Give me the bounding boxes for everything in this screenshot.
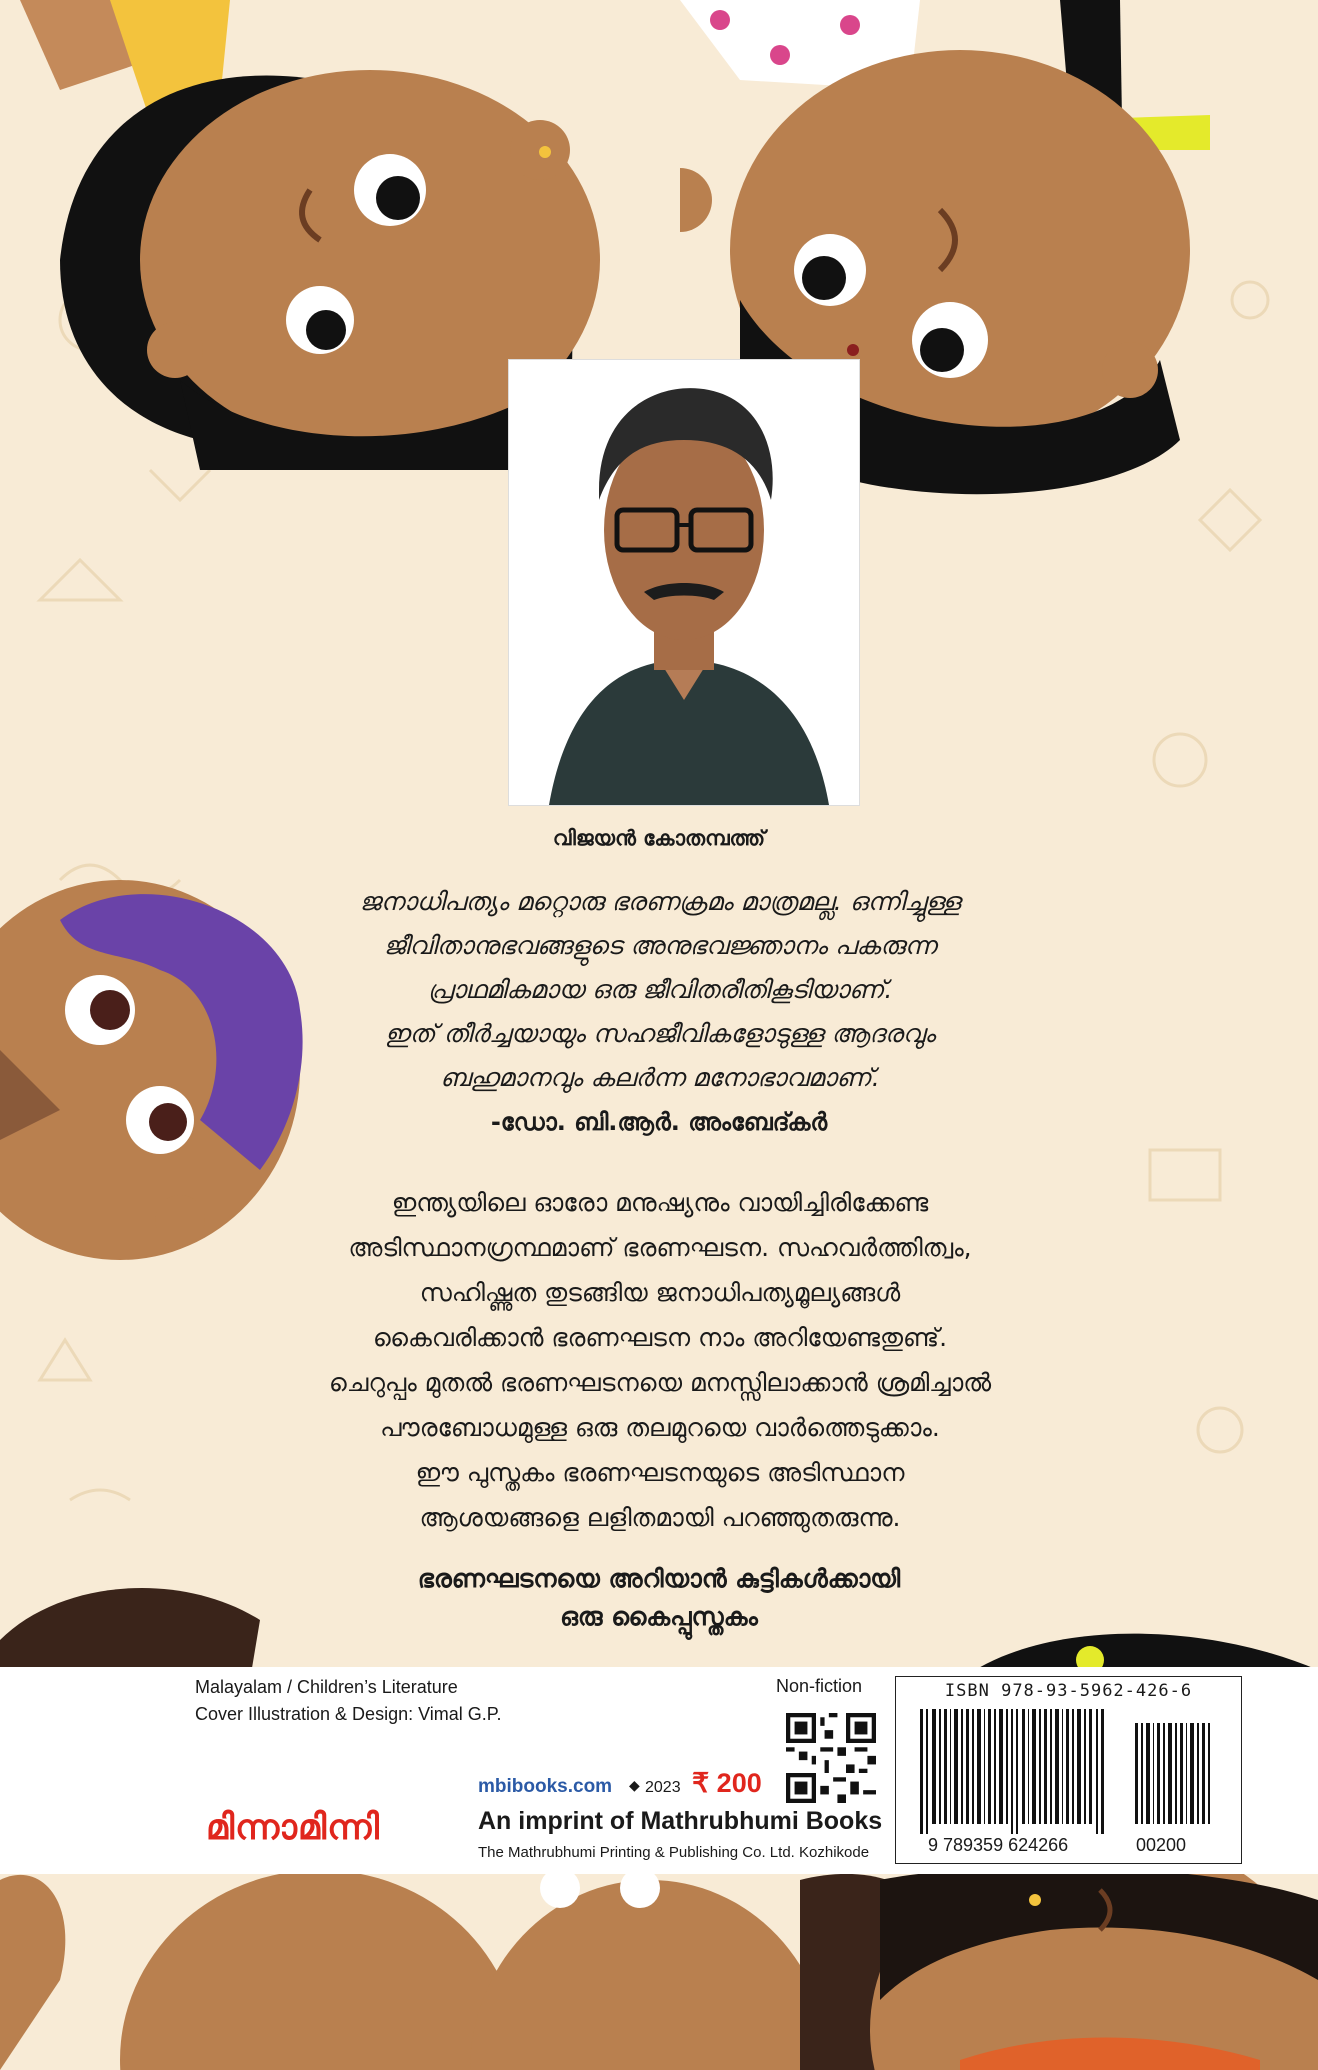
description-line: ചെറുപ്പം മുതൽ ഭരണഘടനയെ മനസ്സിലാക്കാൻ ശ്രമിച്ചാൽ — [328, 1368, 992, 1397]
website-link[interactable]: mbibooks.com — [478, 1776, 613, 1797]
quote-line: ജീവിതാനുഭവങ്ങളുടെ അനുഭവജ്ഞാനം പകരുന്ന — [383, 931, 937, 960]
separator-diamond: ◆ — [629, 1778, 640, 1794]
imprint-label: An imprint of Mathrubhumi Books — [478, 1807, 883, 1835]
price-label: ₹ 200 — [692, 1768, 762, 1798]
description-line: ഈ പുസ്തകം ഭരണഘടനയുടെ അടിസ്ഥാന — [415, 1458, 905, 1487]
category-label: Malayalam / Children’s Literature — [195, 1677, 458, 1697]
barcode-number: 9 789359 624266 — [928, 1835, 1069, 1855]
qr-code-icon — [786, 1713, 876, 1803]
tagline-line-1: ഭരണഘടനയെ അറിയാൻ കുട്ടികൾക്കായി — [417, 1564, 901, 1593]
description-line: ആശയങ്ങളെ ലളിതമായി പറഞ്ഞുതരുന്നു. — [419, 1503, 901, 1532]
description-line: ഇന്ത്യയിലെ ഓരോ മനുഷ്യനും വായിച്ചിരിക്കേണ്ട — [391, 1188, 929, 1217]
description-line: സഹിഷ്ണുത തുടങ്ങിയ ജനാധിപത്യമൂല്യങ്ങൾ — [419, 1278, 901, 1307]
barcode-addon: 00200 — [1136, 1835, 1187, 1855]
tagline — [0, 1560, 1318, 1636]
quote-line: ഇത് തീർച്ചയായും സഹജീവികളോടുള്ള ആദരവും — [384, 1019, 936, 1048]
description-line: പൗരബോധമുള്ള ഒരു തലമുറയെ വാർത്തെടുക്കാം. — [380, 1413, 940, 1442]
tagline-line-2: ഒരു കൈപ്പുസ്തകം — [560, 1602, 758, 1631]
quote-line: ബഹുമാനവും കലർന്ന മനോഭാവമാണ്. — [440, 1063, 880, 1092]
publication-year: 2023 — [645, 1779, 681, 1796]
barcode-icon — [910, 1709, 1226, 1834]
description-line: കൈവരിക്കാൻ ഭരണഘടന നാം അറിയേണ്ടതുണ്ട്. — [372, 1323, 948, 1352]
author-name: വിജയൻ കോതമ്പത്ത് — [552, 826, 766, 850]
quote-block — [260, 880, 1060, 1100]
genre-label: Non-fiction — [776, 1676, 863, 1696]
credits-label: Cover Illustration & Design: Vimal G.P. — [195, 1704, 502, 1724]
description-line: അടിസ്ഥാനഗ്രന്ഥമാണ് ഭരണഘടന. സഹവർത്തിത്വം, — [348, 1233, 972, 1262]
book-description — [240, 1180, 1080, 1540]
quote-line: ജനാധിപത്യം മറ്റൊരു ഭരണക്രമം മാത്രമല്ല. ഒന്നിച്ചുള്ള — [359, 887, 961, 916]
isbn-label: ISBN 978-93-5962-426-6 — [944, 1681, 1193, 1701]
printer-label: The Mathrubhumi Printing & Publishing Co. Ltd. Kozhikode — [478, 1844, 870, 1861]
quote-line: പ്രാഥമികമായ ഒരു ജീവിതരീതികൂടിയാണ്. — [427, 975, 893, 1004]
quote-attribution: -ഡോ. ബി.ആർ. അംബേദ്കർ — [490, 1108, 828, 1136]
publisher-logo: മിന്നാമിന്നി — [206, 1808, 380, 1848]
author-photo — [508, 359, 860, 806]
barcode-box — [895, 1676, 1242, 1864]
